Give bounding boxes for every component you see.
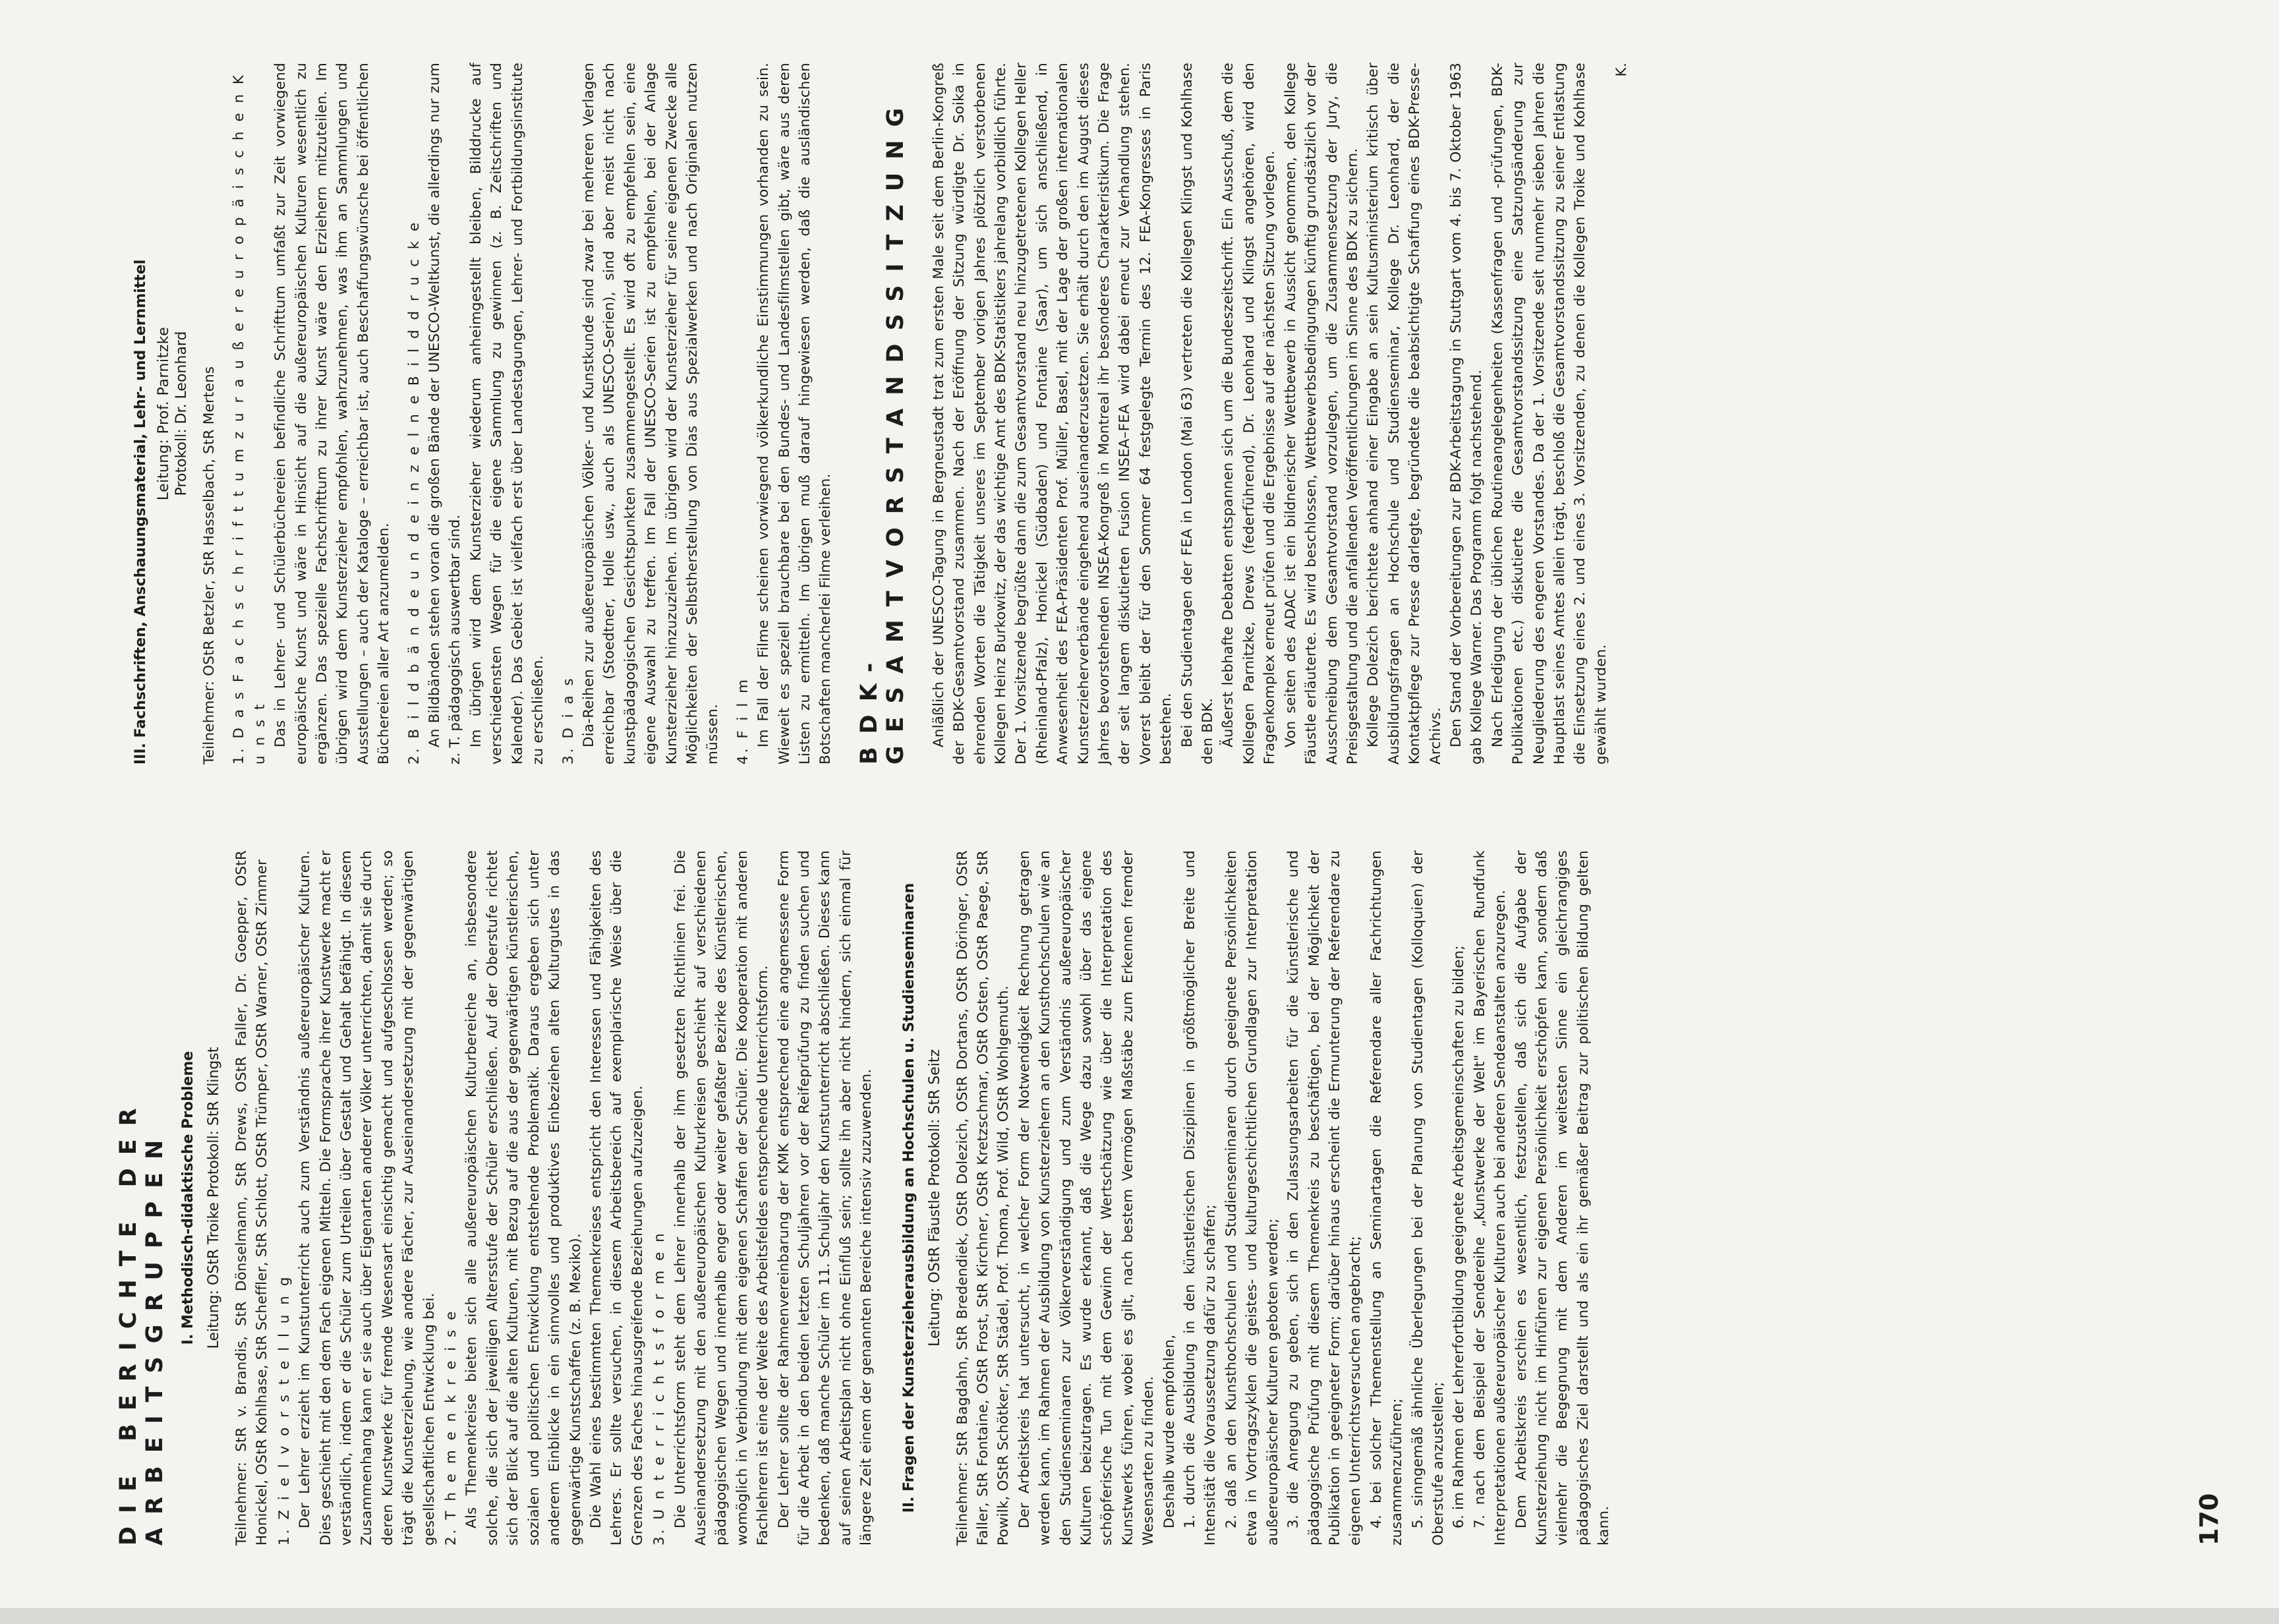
paragraph: Teilnehmer: StR v. Brandis, StR Dönselmann, StR Drews, OStR Faller, Dr. Goepper, OStR Honickel, OStR Kohlhase, StR Scheffler, StR Schlott, OStR Trümper, OStR Warner, OStR Zimmer	[233, 850, 271, 1546]
section-lead: Leitung: OStR Troike Protokoll: StR Klingst	[206, 1047, 222, 1349]
section-heading: I. Methodisch-didaktische Probleme	[180, 1051, 196, 1345]
subheading: 3. U n t e r r i c h t s f o r m e n	[651, 1231, 668, 1546]
section-heading-III: III. Fachschriften, Anschauungsmaterial, Lehr- und Lernmittel	[132, 259, 149, 765]
paragraph: Äußerst lebhafte Debatten entspannen sich um die Bundeszeitschrift. Ein Ausschuß, dem die Kollegen Parnitzke, Drews (federführend), Dr. Leonhard und Klingst angehören, wird den Fragenkomplex erneut prüfen und die Ergebnisse auf der nächsten Sitzung vorlegen.	[1220, 63, 1279, 765]
paragraph: Im übrigen wird dem Kunsterzieher wiederum anheimgestellt bleiben, Bilddrucke auf verschiedensten Wegen für die eigene Sammlung zu gewinnen (z. B. Zeitschriften und Kalender). Das Gebiet ist vielfach erst über Landestagungen, Lehrer- und Fortbildungsinstitute zu erschließen.	[467, 63, 547, 765]
subheading: 1. Z i e l v o r s t e l l u n g	[275, 1274, 293, 1546]
paragraph: Anläßlich der UNESCO-Tagung in Bergneustadt trat zum ersten Male seit dem Berlin-Kongreß der BDK-Gesamtvorstand zusammen. Nach der Eröffnung der Sitzung würdigte Dr. Soika in ehrenden Worten die Tätigkeit unseres im September vorigen Jahres plötzlich verstorbenen Kollegen Heinz Burkowitz, der das wichtige Amt des BDK-Statistikers jahrelang vorbildlich führte. Der 1. Vorsitzende begrüßte dann die zum Gesamtvorstand neu hinzugetretenen Kollegen Heller (Rheinland-Pfalz), Honickel (Südbaden) und Fontaine (Saar), um sich anschließend, in Anwesenheit des FEA-Präsidenten Prof. Müller, Basel, mit der Lage der großen internationalen Kunsterzieherverbände eingehend auseinanderzusetzen. Sie erhält durch den im August dieses Jahres bevorstehenden INSEA-Kongreß in Montreal ihr besonderes Charakteristikum. Die Frage der seit langem diskutierten Fusion INSEA–FEA wird dabei erneut zur Verhandlung stehen. Vorerst bleibt der für den Sommer 64 festgelegte Termin des 12. FEA-Kongresses in Paris bestehen.	[930, 63, 1175, 765]
block-gap	[549, 63, 557, 765]
paragraph: 2. daß an den Kunsthochschulen und Studienseminaren durch geeignete Persönlichkeiten etwa in Vortragszyklen die geistes- und kulturgeschichtlichen Grundlagen zur Interpretation außereuropäischer Kulturen geboten werden;	[1223, 850, 1281, 1546]
paragraph: Die Unterrichtsform steht dem Lehrer innerhalb der ihm gesetzten Richtlinien frei. Die Auseinandersetzung mit den außereuropäischen Kulturkreisen geschieht auf verschiedenen pädagogischen Wegen und innerhalb enger oder weiter gefaßter Bezirke des Künstlerischen, womöglich in Verbindung mit dem eigenen Schaffen der Schüler. Die Kooperation mit anderen Fachlehrern ist eine der Weite des Arbeitsfeldes entsprechende Unterrichtsform.	[672, 850, 772, 1546]
block-gap	[724, 63, 732, 765]
left-sections	[180, 850, 1615, 1546]
paragraph: 7. nach dem Beispiel der Sendereihe „Kunstwerke der Welt" im Bayerischen Rundfunk Interpretationen außereuropäischer Kulturen auch bei anderen Sendeanstalten anzuregen.	[1471, 850, 1509, 1546]
paragraph: Der Lehrer sollte der Rahmenvereinbarung der KMK entsprechend eine angemessene Form für die Arbeit in den beiden letzten Schuljahren vor der Reifeprüfung zu finden suchen und bedenken, daß manche Schüler im 11. Schuljahr den Kunstunterricht abschließen. Dieses kann auf seinen Arbeitsplan nicht ohne Einfluß sein; sollte ihn aber nicht hindern, sich einmal für längere Zeit einem der genannten Bereiche intensiv zuzuwenden.	[775, 850, 875, 1546]
paragraph: Den Stand der Vorbereitungen zur BDK-Arbeitstagung in Stuttgart vom 4. bis 7. Oktober 1963 gab Kollege Warner. Das Programm folgt nachstehend.	[1447, 63, 1486, 765]
paragraph: Kollege Dolezich berichtete anhand einer Eingabe an sein Kultusministerium kritisch über Ausbildungsfragen an Hochschule und Studienseminar, Kollege Dr. Leonhard, der die Kontaktpflege zur Presse darlegte, begründete die beabsichtigte Schaffung eines BDK-Presse-Archivs.	[1365, 63, 1444, 765]
paragraph: Nach Erledigung der üblichen Routineangelegenheiten (Kassenfragen und -prüfungen, BDK-Publikationen etc.) diskutierte die Gesamtvorstandssitzung eine Satzungsänderung zur Neugliederung des engeren Vorstandes. Da der 1. Vorsitzende seit nunmehr sieben Jahren die Hauptlast seines Amtes allein trägt, beschloß die Gesamtvorstandssitzung zu seiner Entlastung die Einsetzung eines 2. und eines 3. Vorsitzenden, zu denen die Kollegen Troike und Kohlhase gewählt wurden.	[1489, 63, 1609, 765]
paragraph: Die Wahl eines bestimmten Themenkreises entspricht den Interessen und Fähigkeiten des Lehrers. Er sollte versuchen, in diesem Arbeitsbereich auf exemplarische Weise über die Grenzen des Faches hinausgreifende Beziehungen aufzuzeigen.	[587, 850, 646, 1546]
main-heading: DIE BERICHTE DER ARBEITSGRUPPEN	[115, 1095, 168, 1546]
paragraph: Als Themenkreise bieten sich alle außereuropäischen Kulturbereiche an, insbesondere solche, die sich der jeweiligen Altersstufe der Schüler erschließen. Auf der Oberstufe richtet sich der Blick auf die alten Kulturen, mit Bezug auf die aus der gegenwärtigen künstlerischen, sozialen und politischen Entwicklung entstehende Problematik. Daraus ergeben sich unter anderem Einblicke in ein sinnvolles und produktives Einbeziehen alten Kulturgutes in das gegenwärtige Kunstschaffen (z. B. Mexiko).	[463, 850, 584, 1546]
block-gap	[219, 63, 227, 765]
bdk-heading: BDK-GESAMTVORSTANDSSITZUNG	[855, 94, 909, 765]
paragraph: 1. durch die Ausbildung in den künstlerischen Disziplinen in größtmöglicher Breite und Intensität die Voraussetzung dafür zu schaffen;	[1182, 850, 1219, 1546]
paragraph: 4. bei solcher Themenstellung an Seminartagen die Referendare aller Fachrichtungen zusammenzuführen;	[1368, 850, 1406, 1546]
paragraph: 5. sinngemäß ähnliche Überlegungen bei der Planung von Studientagen (Kolloquien) der Oberstufe anzustellen;	[1409, 850, 1447, 1546]
paragraph: Der Arbeitskreis hat untersucht, in welcher Form der Notwendigkeit Rechnung getragen werden kann, im Rahmen der Ausbildung von Kunsterziehern an den Kunsthochschulen wie an den Studienseminaren zur Völkerverständigung und zum Verständnis außereuropäischer Kulturen beizutragen. Es wurde erkannt, daß die Wege dazu sowohl über das eigene schöpferische Tun mit dem Gewinn der Wertschätzung wie über die Interpretation des Kunstwerks führen, wobei es gilt, nach bestem Vermögen Maßstäbe zum Erkennen fremder Wesensarten zu finden.	[1016, 850, 1157, 1546]
subheading: 4. F i l m	[734, 676, 751, 765]
subheading: 2. T h e m e n k r e i s e	[443, 1308, 460, 1546]
paragraph: 3. die Anregung zu geben, sich in den Zulassungsarbeiten für die künstlerische und pädagogische Prüfung mit diesem Themenkreis zu beschäftigen, bei der Möglichkeit der Publikation in geeigneter Form; darüber hinaus erscheint die Ermunterung der Referendare zu eigenen Unterrichtsversuchen angebracht;	[1285, 850, 1364, 1546]
paragraph: 6. im Rahmen der Lehrerfortbildung geeignete Arbeitsgemeinschaften zu bilden;	[1451, 945, 1468, 1528]
signature: K.	[1613, 63, 1630, 77]
section-gap	[877, 850, 894, 1546]
paragraph: Im Fall der Filme scheinen vorwiegend völkerkundliche Einstimmungen vorhanden zu sein. Wieweit es speziell brauchbare bei den Bundes- und Landesfilmstellen gibt, wäre aus deren Listen zu ermitteln. Im übrigen muß darauf hingewiesen werden, daß die ausländischen Botschaften mancherlei Filme verleihen.	[755, 63, 834, 765]
block-gap	[395, 63, 403, 765]
paragraph: Von seiten des ADAC ist ein bildnerischer Wettbewerb in Aussicht genommen, den Kollege Fäustle erläuterte. Es wird beschlossen, Wettbewerbsbedingungen künftig grundsätzlich vor der Ausschreibung dem Gesamtvorstand vorzulegen, um die Zusammensetzung der Jury, die Preisgestaltung und die anfallenden Veröffentlichungen im Sinne des BDK zu sichern.	[1282, 63, 1361, 765]
section-III-body	[199, 63, 836, 765]
subheading: 2. B i l d b ä n d e u n d e i n z e l n e B i l d d r u c k e	[405, 219, 422, 765]
paragraph: Teilnehmer: StR Bagdahn, StR Bredendiek, OStR Dolezich, OStR Dortans, OStR Döringer, OStR Faller, StR Fontaine, OStR Frost, StR Kirchner, OStR Kretzschmar, OStR Osten, OStR Paege, StR Powilk, OStR Schötker, StR Städel, Prof. Thoma, Prof. Wild, OStR Wohlgemuth.	[954, 850, 1012, 1546]
paragraph: Dia-Reihen zur außereuropäischen Völker- und Kunstkunde sind zwar bei mehreren Verlagen erreichbar (Stoedtner, Holle usw., auch als UNESCO-Serien), sind aber meist nicht nach kunstpädagogischen Gesichtspunkten zusammengestellt. Es wird oft zu empfehlen sein, eine eigene Auswahl zu treffen. Im Fall der UNESCO-Serien ist zu empfehlen, bei der Anlage Kunsterzieher hinzuzuziehen. Im übrigen wird der Kunsterzieher für seine eigenen Zwecke alle Möglichkeiten der Selbstherstellung von Dias aus Spezialwerken und nach Originalen nutzen müssen.	[580, 63, 722, 765]
paragraph: An Bildbänden stehen voran die großen Bände der UNESCO-Weltkunst, die allerdings nur zum z. T. pädagogisch auswertbar sind.	[426, 63, 464, 765]
section-heading: II. Fragen der Kunsterzieherausbildung an Hochschulen u. Studienseminaren	[900, 883, 917, 1513]
bdk-report-body	[929, 63, 1611, 765]
paragraph: Bei den Studientagen der FEA in London (Mai 63) vertreten die Kollegen Klingst und Kohlhase den BDK.	[1178, 63, 1217, 765]
section-lead: Leitung: Prof. Parnitzke	[156, 326, 172, 501]
paragraph: Deshalb wurde empfohlen,	[1161, 1334, 1178, 1528]
page-number: 170	[2195, 1493, 2224, 1546]
paragraph: Teilnehmer: OStR Betzler, StR Hasselbach, StR Mertens	[201, 366, 217, 765]
section-protocol: Protokoll: Dr. Leonhard	[173, 331, 190, 496]
subheading: 3. D i a s	[560, 676, 577, 765]
section-lead: Leitung: OStR Fäustle Protokoll: StR Seitz	[926, 1049, 943, 1347]
paragraph: Das in Lehrer- und Schülerbüchereien befindliche Schrifttum umfaßt zur Zeit vorwiegend europäische Kunst und wäre in Hinsicht auf die außereuropäischen Kulturen wesentlich zu ergänzen. Das spezielle Fachschrifttum zu ihrer Kunst wäre den Erziehern mitzuteilen. Im übrigen wird dem Kunsterzieher empfohlen, wahrzunehmen, was ihm an Sammlungen und Ausstellungen – auch der Kataloge – erreichbar ist, auch Beschaffungswünsche bei öffentlichen Büchereien aller Art anzumelden.	[272, 63, 393, 765]
paragraph: Dem Arbeitskreis erschien es wesentlich, festzustellen, daß sich die Aufgabe der Kunsterziehung nicht im Hinführen zur eigenen Persönlichkeit erschöpfen kann, sondern daß vielmehr die Begegnung mit dem Anderen im weitesten Sinne ein gleichrangiges pädagogisches Ziel darstellt und als ein ihr gemäßer Beitrag zur politischen Bildung gelten kann.	[1513, 850, 1613, 1546]
paragraph: Der Lehrer erzieht im Kunstunterricht auch zum Verständnis außereuropäischer Kulturen. Dies geschieht mit den dem Fach eigenen Mitteln. Die Formsprache ihrer Kunstwerke macht er verständlich, indem er die Schüler zum Urteilen über Gestalt und Gehalt befähigt. In diesem Zusammenhang kann er sie auch über Eigenarten anderer Völker unterrichten, damit sie durch deren Kunstwerke für fremde Wesensart einsichtig gemacht und aufgeschlossen werden; so trägt die Kunsterziehung, wie andere Fächer, zur Auseinandersetzung mit der gegenwärtigen gesellschaftlichen Entwicklung bei.	[297, 850, 438, 1546]
subheading: 1. D a s F a c h s c h r i f t t u m z u r a u ß e r e u r o p ä i s c h e n K u n s t	[231, 72, 268, 765]
